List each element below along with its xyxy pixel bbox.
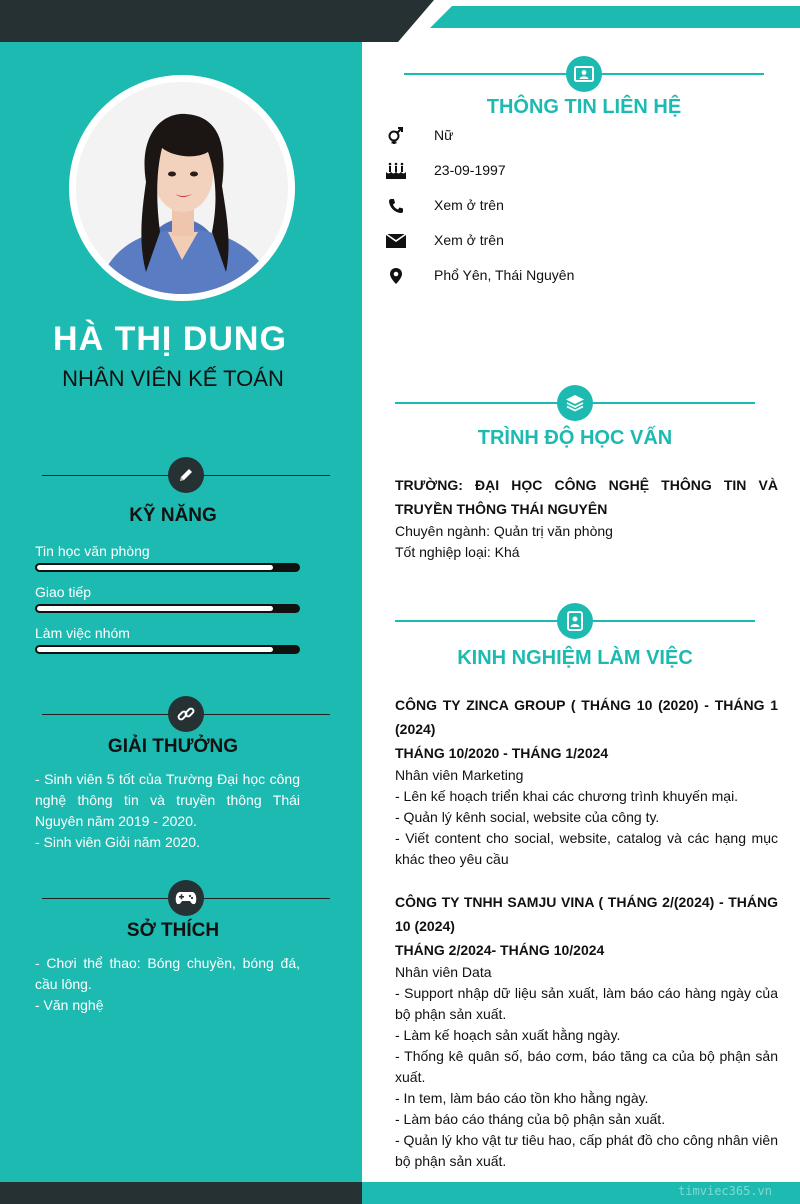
job-duty: - In tem, làm báo cáo tồn kho hằng ngày.	[395, 1090, 649, 1106]
birthday-cake-icon	[384, 160, 408, 182]
skill-fill	[37, 647, 273, 652]
contact-gender: Nữ	[434, 127, 454, 143]
contact-email: Xem ở trên	[434, 232, 504, 248]
skills-title: KỸ NĂNG	[129, 505, 217, 526]
skill-label: Làm việc nhóm	[35, 625, 130, 641]
job-role: Nhân viên Marketing	[395, 767, 524, 783]
job-duty: - Làm báo cáo tháng của bộ phận sản xuất.	[395, 1111, 666, 1127]
award-line: - Sinh viên 5 tốt của Trường Đại học công nghệ thông tin và truyền thông Thái Nguyên năm 2019 - 2020.	[35, 771, 300, 829]
experience-job	[395, 890, 778, 1172]
job-duty: - Viết content cho social, website, catalog và các hạng mục khác theo yêu cầu	[395, 830, 778, 867]
profile-job-title: NHÂN VIÊN KẾ TOÁN	[62, 366, 284, 391]
hobby-line: - Văn nghệ	[35, 997, 104, 1013]
job-company: CÔNG TY TNHH SAMJU VINA ( THÁNG 2/(2024) - THÁNG 10 (2024)	[395, 894, 778, 934]
top-banner-accent	[430, 6, 800, 28]
badge-icon	[557, 603, 593, 639]
contact-address: Phổ Yên, Thái Nguyên	[434, 267, 575, 283]
education-major: Chuyên ngành: Quản trị văn phòng	[395, 523, 613, 539]
contact-email-row	[384, 230, 784, 252]
job-duty: - Quản lý kênh social, website của công ty.	[395, 809, 660, 825]
awards-text	[35, 769, 300, 853]
skill-bar	[35, 645, 300, 654]
contact-phone: Xem ở trên	[434, 197, 504, 213]
awards-title: GIẢI THƯỞNG	[107, 736, 239, 757]
education-block	[395, 473, 778, 563]
education-grade: Tốt nghiệp loại: Khá	[395, 544, 520, 560]
hobbies-text	[35, 953, 300, 1016]
hobby-line: - Chơi thể thao: Bóng chuyền, bóng đá, cầu lông.	[35, 955, 300, 992]
job-company: CÔNG TY ZINCA GROUP ( THÁNG 10 (2020) - THÁNG 1 (2024)	[395, 697, 778, 737]
experience-job	[395, 693, 778, 870]
layers-icon	[557, 385, 593, 421]
watermark: timviec365.vn	[678, 1184, 772, 1198]
bottom-banner-dark	[0, 1182, 362, 1204]
job-duty: - Support nhập dữ liệu sản xuất, làm báo cáo hàng ngày của bộ phận sản xuất.	[395, 985, 778, 1022]
award-line: - Sinh viên Giỏi năm 2020.	[35, 834, 200, 850]
skill-bar	[35, 604, 300, 613]
experience-title: KINH NGHIỆM LÀM VIỆC	[457, 647, 693, 669]
education-title: TRÌNH ĐỘ HỌC VẤN	[477, 427, 673, 449]
contact-card-icon	[566, 56, 602, 92]
job-period: THÁNG 2/2024- THÁNG 10/2024	[395, 942, 605, 958]
envelope-icon	[384, 230, 408, 252]
hobbies-title: SỞ THÍCH	[126, 920, 220, 941]
contact-birthday: 23-09-1997	[434, 162, 506, 178]
contact-phone-row	[384, 195, 784, 217]
avatar-photo	[76, 82, 288, 294]
skill-bar	[35, 563, 300, 572]
job-duty: - Làm kế hoạch sản xuất hằng ngày.	[395, 1027, 621, 1043]
job-duty: - Lên kế hoạch triển khai các chương trình khuyến mại.	[395, 788, 739, 804]
contact-address-row	[384, 265, 784, 287]
skill-fill	[37, 606, 273, 611]
map-pin-icon	[384, 265, 408, 287]
contact-gender-row	[384, 125, 784, 147]
contact-title: THÔNG TIN LIÊN HỆ	[486, 96, 682, 118]
phone-icon	[384, 195, 408, 217]
gender-icon	[384, 125, 408, 147]
education-school: TRƯỜNG: ĐẠI HỌC CÔNG NGHỆ THÔNG TIN VÀ TRUYỀN THÔNG THÁI NGUYÊN	[395, 477, 778, 517]
link-icon	[168, 696, 204, 732]
skill-label: Tin học văn phòng	[35, 543, 150, 559]
gamepad-icon	[168, 880, 204, 916]
skill-fill	[37, 565, 273, 570]
contact-birthday-row	[384, 160, 784, 182]
job-duty: - Quản lý kho vật tư tiêu hao, cấp phát đồ cho công nhân viên bộ phận sản xuất.	[395, 1132, 778, 1169]
avatar	[76, 82, 288, 294]
skill-label: Giao tiếp	[35, 584, 92, 600]
profile-name: HÀ THỊ DUNG	[53, 320, 287, 358]
job-duty: - Thống kê quân số, báo cơm, báo tăng ca của bộ phận sản xuất.	[395, 1048, 778, 1085]
job-period: THÁNG 10/2020 - THÁNG 1/2024	[395, 745, 609, 761]
job-role: Nhân viên Data	[395, 964, 492, 980]
pencil-icon	[168, 457, 204, 493]
